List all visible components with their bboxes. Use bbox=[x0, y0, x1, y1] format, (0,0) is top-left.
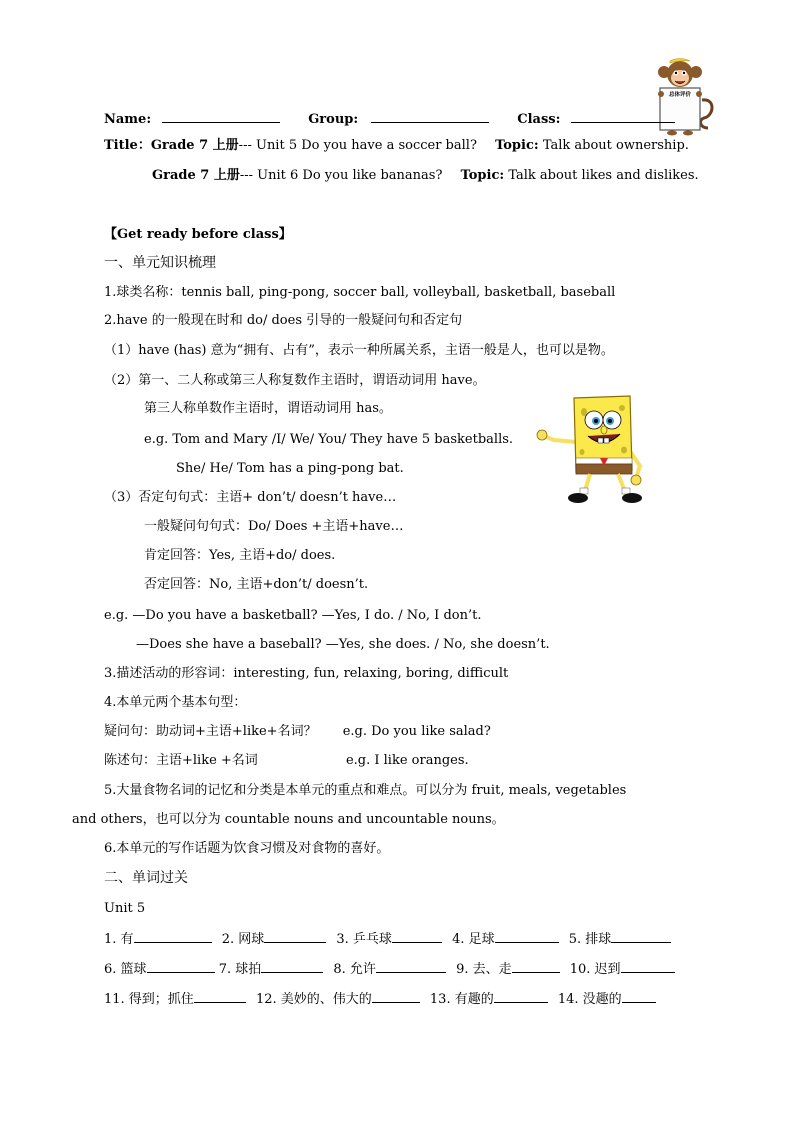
statement-pattern: 陈述句：主语+like +名词 bbox=[104, 753, 258, 768]
class-label: Class: bbox=[517, 112, 561, 127]
part1-line-9: 一般疑问句句式：Do/ Does +主语+have… bbox=[144, 519, 404, 534]
vocab-item: 6. 篮球 bbox=[104, 962, 147, 977]
vocab-row-3 bbox=[104, 990, 656, 1006]
vocab-item: 7. 球拍 bbox=[218, 962, 262, 977]
vocab-item: 9. 去、走 bbox=[456, 962, 512, 977]
vocab-item: 5. 排球 bbox=[568, 932, 612, 947]
question-example: e.g. Do you like salad? bbox=[342, 724, 491, 739]
part1-line-10: 肯定回答：Yes, 主语+do/ does. bbox=[144, 548, 336, 563]
part1-line-4: （2）第一、二人称或第三人称复数作主语时，谓语动词用 have。 bbox=[104, 373, 486, 388]
vocab-item: 2. 网球 bbox=[221, 932, 265, 947]
part1-line-14: 3.描述活动的形容词：interesting, fun, relaxing, boring, difficult bbox=[104, 666, 509, 681]
part1-line-5: 第三人称单数作主语时，谓语动词用 has。 bbox=[144, 401, 392, 416]
vocab-blank[interactable] bbox=[621, 960, 675, 973]
vocab-blank[interactable] bbox=[495, 930, 559, 943]
group-blank[interactable] bbox=[371, 110, 489, 123]
name-label: Name: bbox=[104, 112, 152, 127]
title-label: Title： bbox=[104, 138, 151, 153]
vocab-blank[interactable] bbox=[512, 960, 560, 973]
group-label: Group: bbox=[308, 112, 359, 127]
vocab-item: 1. 有 bbox=[104, 932, 134, 947]
part2-heading: 二、单词过关 bbox=[104, 870, 188, 886]
vocab-blank[interactable] bbox=[376, 960, 446, 973]
vocab-item: 12. 美妙的、伟大的 bbox=[255, 992, 372, 1007]
part1-line-8: （3）否定句句式：主语+ don’t/ doesn’t have… bbox=[104, 490, 397, 505]
vocab-row-1 bbox=[104, 930, 671, 946]
part1-line-7: She/ He/ Tom has a ping-pong bat. bbox=[176, 461, 404, 476]
part1-line-18: 5.大量食物名词的记忆和分类是本单元的重点和难点。可以分为 fruit, meals, vegetables bbox=[104, 783, 627, 798]
part1-line-20: 6.本单元的写作话题为饮食习惯及对食物的喜好。 bbox=[104, 841, 390, 856]
vocab-item: 4. 足球 bbox=[452, 932, 495, 947]
statement-example: e.g. I like oranges. bbox=[345, 753, 469, 768]
vocab-blank[interactable] bbox=[372, 990, 420, 1003]
header-fields bbox=[104, 110, 675, 127]
part1-line-6: e.g. Tom and Mary /I/ We/ You/ They have 5 basketballs. bbox=[144, 432, 514, 447]
badge-text: 总体评价 bbox=[668, 92, 692, 98]
vocab-blank[interactable] bbox=[611, 930, 671, 943]
title-2-grade: Grade 7 上册 bbox=[152, 168, 240, 183]
sponge-character-image bbox=[532, 392, 662, 510]
topic-2-text: Talk about likes and dislikes. bbox=[508, 168, 699, 183]
part1-line-1: 1.球类名称：tennis ball, ping-pong, soccer ball, volleyball, basketball, baseball bbox=[104, 285, 616, 300]
vocab-item: 11. 得到；抓住 bbox=[104, 992, 194, 1007]
title-line-1 bbox=[104, 139, 689, 152]
topic-2-label: Topic: bbox=[460, 168, 505, 183]
vocab-item: 13. 有趣的 bbox=[429, 992, 494, 1007]
part1-line-13: —Does she have a baseball? —Yes, she does. / No, she doesn’t. bbox=[136, 637, 550, 652]
unit-label: Unit 5 bbox=[104, 901, 146, 916]
vocab-blank[interactable] bbox=[622, 990, 656, 1003]
part1-line-16 bbox=[104, 725, 491, 738]
name-blank[interactable] bbox=[162, 110, 280, 123]
title-line-2 bbox=[152, 169, 699, 182]
part1-line-3: （1）have (has) 意为“拥有、占有”，表示一种所属关系，主语一般是人，也可以是物。 bbox=[104, 343, 614, 358]
part1-heading: 一、单元知识梳理 bbox=[104, 255, 216, 271]
title-1-unit: --- Unit 5 Do you have a soccer ball? bbox=[238, 138, 477, 153]
title-2-unit: --- Unit 6 Do you like bananas? bbox=[239, 168, 443, 183]
vocab-row-2 bbox=[104, 960, 675, 976]
part1-line-19: and others，也可以分为 countable nouns and uncountable nouns。 bbox=[72, 812, 505, 827]
part1-line-15: 4.本单元两个基本句型： bbox=[104, 695, 247, 710]
vocab-blank[interactable] bbox=[261, 960, 323, 973]
part1-line-17 bbox=[104, 754, 469, 767]
vocab-blank[interactable] bbox=[194, 990, 246, 1003]
title-1-grade: Grade 7 上册 bbox=[150, 138, 239, 153]
vocab-item: 10. 迟到 bbox=[569, 962, 621, 977]
class-blank[interactable] bbox=[571, 110, 675, 123]
vocab-blank[interactable] bbox=[134, 930, 212, 943]
topic-1-text: Talk about ownership. bbox=[542, 138, 689, 153]
section-heading: 【Get ready before class】 bbox=[104, 227, 292, 242]
vocab-blank[interactable] bbox=[392, 930, 442, 943]
part1-line-2: 2.have 的一般现在时和 do/ does 引导的一般疑问句和否定句 bbox=[104, 313, 463, 328]
vocab-item: 3. 乒乓球 bbox=[336, 932, 392, 947]
vocab-blank[interactable] bbox=[494, 990, 548, 1003]
vocab-blank[interactable] bbox=[147, 960, 215, 973]
vocab-blank[interactable] bbox=[264, 930, 326, 943]
question-pattern: 疑问句：助动词+主语+like+名词？ bbox=[104, 724, 317, 739]
part1-line-11: 否定回答：No, 主语+don’t/ doesn’t. bbox=[144, 577, 369, 592]
vocab-item: 8. 允许 bbox=[333, 962, 376, 977]
vocab-item: 14. 没趣的 bbox=[557, 992, 622, 1007]
topic-1-label: Topic: bbox=[495, 138, 539, 153]
part1-line-12: e.g. —Do you have a basketball? —Yes, I do. / No, I don’t. bbox=[104, 608, 482, 623]
